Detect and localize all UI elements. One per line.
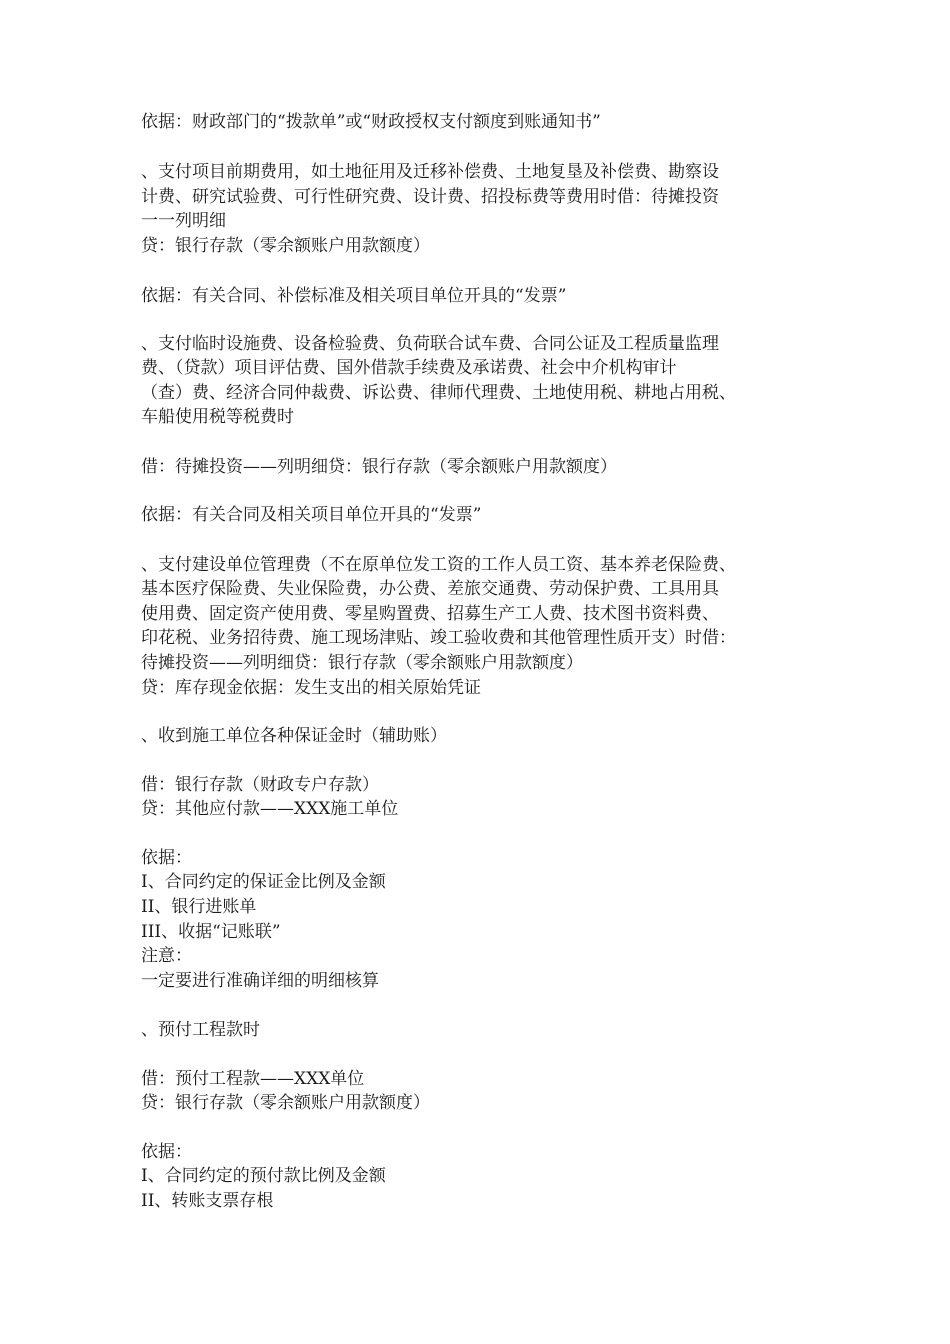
paragraph-line: 、支付临时设施费、设备检验费、负荷联合试车费、合同公证及工程质量监理 — [141, 334, 719, 354]
paragraph-line: 车船使用税等税费时 — [141, 407, 294, 427]
credit-line: 贷：银行存款（零余额账户用款额度） — [141, 1093, 430, 1113]
section-heading: 、预付工程款时 — [141, 1020, 260, 1040]
basis-line: 依据：有关合同、补偿标准及相关项目单位开具的“发票” — [141, 286, 567, 306]
credit-line: 贷：库存现金依据：发生支出的相关原始凭证 — [141, 678, 481, 698]
paragraph-line: （查）费、经济合同仲裁费、诉讼费、律师代理费、土地使用税、耕地占用税、 — [141, 383, 736, 403]
list-item: II、银行进账单 — [141, 897, 257, 917]
paragraph-line: 、支付建设单位管理费（不在原单位发工资的工作人员工资、基本养老保险费、 — [141, 555, 736, 575]
paragraph-line: 、支付项目前期费用，如土地征用及迁移补偿费、土地复垦及补偿费、勘察设 — [141, 162, 719, 182]
debit-line: 借：银行存款（财政专户存款） — [141, 775, 379, 795]
paragraph-line: 基本医疗保险费、失业保险费，办公费、差旅交通费、劳动保护费、工具用具 — [141, 579, 719, 599]
basis-label: 依据： — [141, 848, 192, 868]
basis-line: 依据：财政部门的“拨款单”或“财政授权支付额度到账通知书” — [141, 112, 601, 132]
list-item: I、合同约定的预付款比例及金额 — [141, 1166, 386, 1186]
note-text: 一定要进行准确详细的明细核算 — [141, 971, 379, 991]
paragraph-line: 待摊投资——列明细贷：银行存款（零余额账户用款额度） — [141, 653, 583, 673]
debit-line: 借：待摊投资——列明细贷：银行存款（零余额账户用款额度） — [141, 457, 617, 477]
paragraph-line: 费、（贷款）项目评估费、国外借款手续费及承诺费、社会中介机构审计 — [141, 358, 677, 378]
paragraph-line: 计费、研究试验费、可行性研究费、设计费、招投标费等费用时借：待摊投资 — [141, 187, 719, 207]
note-label: 注意： — [141, 946, 192, 966]
basis-line: 依据：有关合同及相关项目单位开具的“发票” — [141, 505, 482, 525]
credit-line: 贷：银行存款（零余额账户用款额度） — [141, 236, 430, 256]
section-heading: 、收到施工单位各种保证金时（辅助账） — [141, 726, 447, 746]
credit-line: 贷：其他应付款——XXX施工单位 — [141, 799, 399, 819]
list-item: III、收据“记账联” — [141, 922, 281, 942]
debit-line: 借：预付工程款——XXX单位 — [141, 1069, 365, 1089]
list-item: I、合同约定的保证金比例及金额 — [141, 872, 386, 892]
paragraph-line: 印花税、业务招待费、施工现场津贴、竣工验收费和其他管理性质开支）时借： — [141, 628, 736, 648]
paragraph-line: 一一列明细 — [141, 211, 226, 231]
paragraph-line: 使用费、固定资产使用费、零星购置费、招募生产工人费、技术图书资料费、 — [141, 604, 719, 624]
list-item: II、转账支票存根 — [141, 1191, 274, 1211]
basis-label: 依据： — [141, 1142, 192, 1162]
